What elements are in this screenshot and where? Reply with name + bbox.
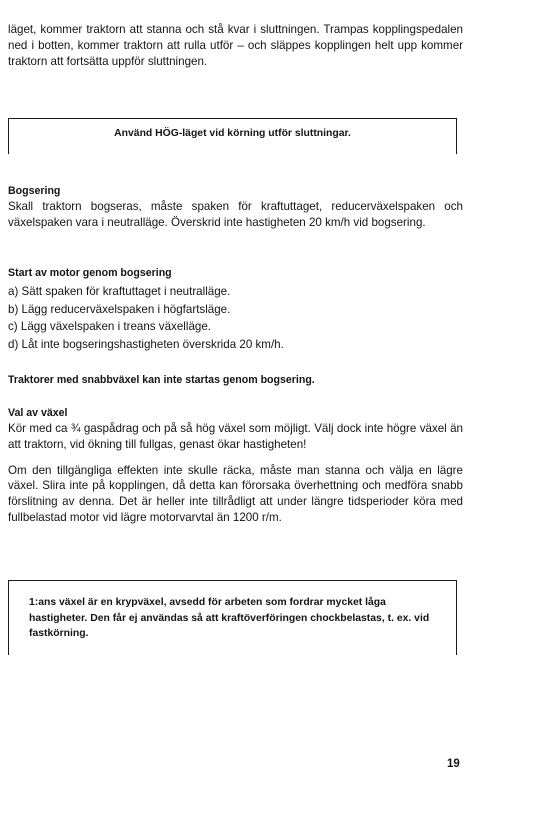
note-box-crawl-gear <box>8 580 457 655</box>
intro-paragraph: läget, kommer traktorn att stanna och stå kvar i sluttningen. Trampas kopplingspedalen ned i botten, kommer traktorn att rulla utför – och släppes kopplingen helt upp kommer traktorn att fortsätta uppför sluttningen. <box>8 23 463 68</box>
list-item: a) Sätt spaken för kraftuttaget i neutralläge. <box>8 285 231 298</box>
gear-choice-para-1: Kör med ca ¾ gaspådrag och på så hög växel som möjligt. Välj dock inte högre växel än att traktorn, vid ökning till fullgas, genast ökar hastigheten! <box>8 422 463 451</box>
list-item: d) Låt inte bogseringshastigheten överskrida 20 km/h. <box>8 337 284 351</box>
intro-section <box>8 22 463 69</box>
gear-choice-para-2: Om den tillgängliga effekten inte skulle räcka, måste man stanna och välja en lägre växel. Slira inte på kopplingen, då detta kan förorsaka överhettning och medföra snabb förslitning av denna. Det är heller inte tillrådligt att under längre tidsperioder köra med fullbelastad motor vid lägre motorvarvtal än 1200 r/m. <box>8 463 463 524</box>
gear-choice-section <box>8 406 463 526</box>
snabbvaxel-note <box>8 373 463 388</box>
snabbvaxel-text: Traktorer med snabbväxel kan inte startas genom bogsering. <box>8 374 315 386</box>
note-box-high-gear <box>8 118 457 154</box>
list-item: c) Lägg växelspaken i treans växelläge. <box>8 320 212 333</box>
towing-body: Skall traktorn bogseras, måste spaken för kraftuttaget, reducerväxelspaken och växelspaken vara i neutralläge. Överskrid inte hastigheten 20 km/h vid bogsering. <box>8 200 463 229</box>
start-towing-section <box>8 266 463 353</box>
towing-section <box>8 184 463 231</box>
note-crawl-text: 1:ans växel är en krypväxel, avsedd för arbeten som fordrar mycket låga hastigheter. Den får ej användas så att kraftöverföringen chockbelastas, t. ex. vid fastkörning. <box>29 597 430 639</box>
page-number: 19 <box>447 758 460 770</box>
gear-choice-heading: Val av växel <box>8 407 68 419</box>
note-high-text: Använd HÖG-läget vid körning utför sluttningar. <box>114 128 351 139</box>
start-towing-heading: Start av motor genom bogsering <box>8 267 172 279</box>
list-item: b) Lägg reducerväxelspaken i högfartsläge. <box>8 302 231 316</box>
towing-heading: Bogsering <box>8 185 61 197</box>
